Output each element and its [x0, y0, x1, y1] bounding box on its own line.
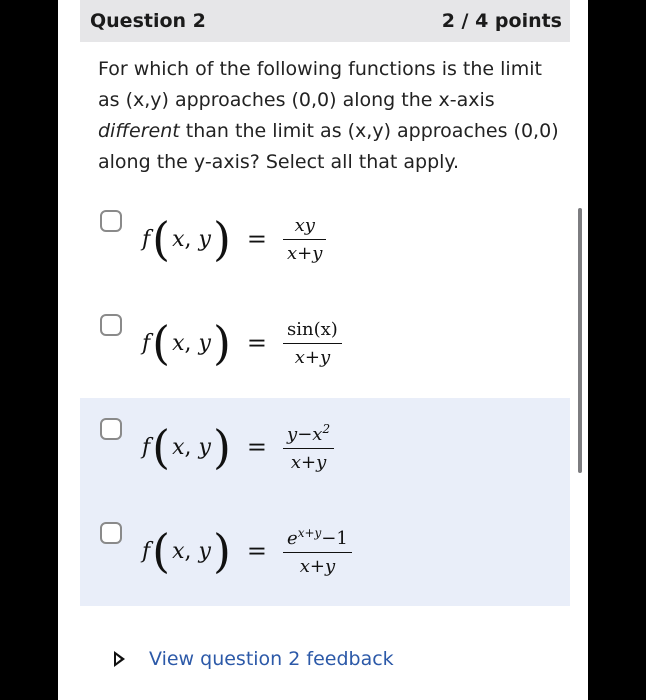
option-3-checkbox[interactable]	[100, 418, 122, 440]
feedback-label[interactable]: View question 2 feedback	[149, 648, 394, 670]
triangle-right-icon	[114, 651, 125, 667]
option-2-numerator: sin(x)	[287, 318, 338, 340]
option-4-checkbox[interactable]	[100, 522, 122, 544]
option-3-formula: f ( x , y ) = $\frac{y-x^2}{x+y}$	[142, 412, 334, 482]
question-header	[80, 0, 570, 42]
answer-option-3[interactable]	[80, 398, 570, 502]
question-prompt	[98, 54, 568, 178]
question-points: 2 / 4 points	[441, 10, 562, 32]
prompt-emphasis: different	[98, 120, 180, 142]
option-4-formula: f ( x , y ) = $\frac{e^{x+y}-1}{x+y}$	[142, 516, 352, 586]
option-1-fraction	[283, 215, 326, 264]
quiz-sheet	[58, 0, 588, 700]
vertical-scrollbar[interactable]	[578, 208, 582, 473]
answer-options	[80, 190, 570, 606]
option-4-numerator: $e^{x+y}-1$	[287, 525, 348, 549]
answer-option-2[interactable]	[80, 294, 570, 398]
option-3-denominator: x+y	[290, 451, 327, 473]
option-4-denominator: x+y	[299, 555, 336, 577]
option-1-numerator: xy	[294, 214, 315, 236]
option-2-fraction	[283, 319, 342, 368]
option-2-checkbox[interactable]	[100, 314, 122, 336]
question-title: Question 2	[90, 10, 206, 32]
option-4-fraction	[283, 526, 352, 577]
option-1-formula: f ( x , y ) = $\frac{xy}{x+y}$	[142, 204, 326, 274]
prompt-text-2: than the limit as (x,y) approaches (0,0) along the y-axis? Select all that apply.	[98, 120, 559, 173]
prompt-text-1: For which of the following functions is the limit as (x,y) approaches (0,0) along the x-axis	[98, 58, 542, 111]
option-1-checkbox[interactable]	[100, 210, 122, 232]
option-3-fraction	[283, 422, 334, 473]
option-2-denominator: x+y	[294, 346, 331, 368]
answer-option-1[interactable]	[80, 190, 570, 294]
option-3-numerator: $y-x^2$	[287, 421, 331, 445]
option-1-denominator: x+y	[287, 242, 323, 264]
answer-option-4[interactable]	[80, 502, 570, 606]
view-feedback-link[interactable]	[114, 648, 394, 670]
option-2-formula: f ( x , y ) = $\frac{\sin(x)}{x+y}$	[142, 308, 342, 378]
